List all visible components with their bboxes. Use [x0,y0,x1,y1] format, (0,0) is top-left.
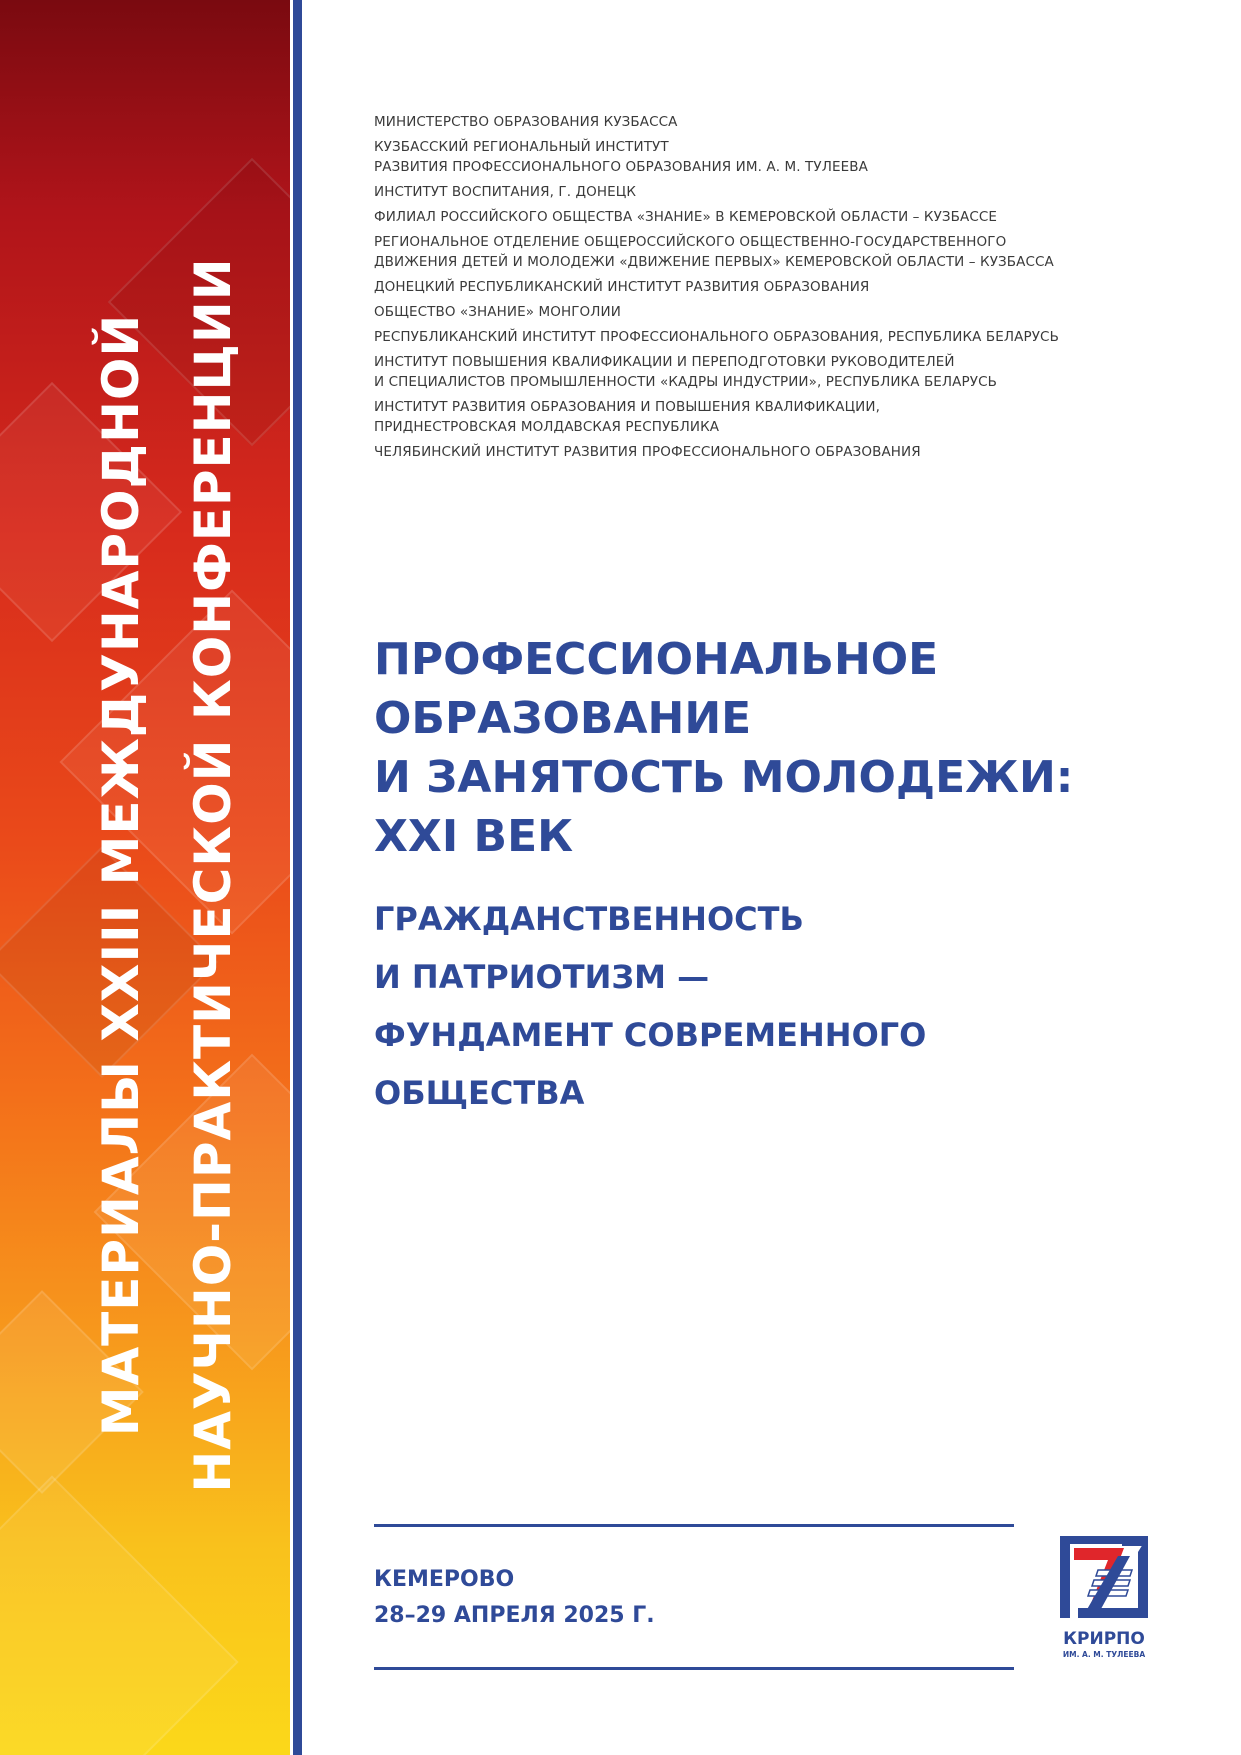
organizer-line: КУЗБАССКИЙ РЕГИОНАЛЬНЫЙ ИНСТИТУТ [374,139,669,155]
organizers-list [374,112,1194,467]
divider-bottom [374,1667,1014,1670]
subtitle-line: ГРАЖДАНСТВЕННОСТЬ [374,900,804,938]
title-line: ОБРАЗОВАНИЕ [374,693,752,744]
organizer-item [374,302,1194,322]
organizer-line: МИНИСТЕРСТВО ОБРАЗОВАНИЯ КУЗБАССА [374,114,678,130]
title-line: ПРОФЕССИОНАЛЬНОЕ [374,634,939,685]
logo-subtitle: ИМ. А. М. ТУЛЕЕВА [1062,1650,1146,1659]
vertical-series-title [0,0,290,1755]
organizer-item [374,442,1194,462]
organizer-line: ДОНЕЦКИЙ РЕСПУБЛИКАНСКИЙ ИНСТИТУТ РАЗВИТИЯ ОБРАЗОВАНИЯ [374,279,870,295]
conference-subtitle [374,890,1194,1122]
organizer-line: ИНСТИТУТ РАЗВИТИЯ ОБРАЗОВАНИЯ И ПОВЫШЕНИЯ КВАЛИФИКАЦИИ, [374,399,880,415]
imprint [374,1562,655,1634]
series-title-line-1: МАТЕРИАЛЫ XXIII МЕЖДУНАРОДНОЙ [92,313,150,1437]
organizer-item [374,232,1194,272]
series-title-line-2: НАУЧНО-ПРАКТИЧЕСКОЙ КОНФЕРЕНЦИИ [184,257,242,1493]
organizer-item [374,397,1194,437]
conference-title [374,630,1204,866]
organizer-line: РАЗВИТИЯ ПРОФЕССИОНАЛЬНОГО ОБРАЗОВАНИЯ ИМ. А. М. ТУЛЕЕВА [374,159,868,175]
title-line: И ЗАНЯТОСТЬ МОЛОДЕЖИ: [374,752,1074,803]
vertical-divider [293,0,302,1755]
organizer-line: ЧЕЛЯБИНСКИЙ ИНСТИТУТ РАЗВИТИЯ ПРОФЕССИОНАЛЬНОГО ОБРАЗОВАНИЯ [374,444,921,460]
organizer-line: И СПЕЦИАЛИСТОВ ПРОМЫШЛЕННОСТИ «КАДРЫ ИНДУСТРИИ», РЕСПУБЛИКА БЕЛАРУСЬ [374,374,997,390]
title-line: XXI ВЕК [374,811,574,862]
kripro-logo [1052,1526,1156,1666]
organizer-line: ДВИЖЕНИЯ ДЕТЕЙ И МОЛОДЕЖИ «ДВИЖЕНИЕ ПЕРВЫХ» КЕМЕРОВСКОЙ ОБЛАСТИ – КУЗБАССА [374,254,1054,270]
organizer-item [374,182,1194,202]
organizer-line: ОБЩЕСТВО «ЗНАНИЕ» МОНГОЛИИ [374,304,621,320]
organizer-line: РЕГИОНАЛЬНОЕ ОТДЕЛЕНИЕ ОБЩЕРОССИЙСКОГО ОБЩЕСТВЕННО-ГОСУДАРСТВЕННОГО [374,234,1007,250]
kripro-logo-icon [1052,1526,1156,1626]
subtitle-line: ОБЩЕСТВА [374,1074,585,1112]
organizer-line: РЕСПУБЛИКАНСКИЙ ИНСТИТУТ ПРОФЕССИОНАЛЬНОГО ОБРАЗОВАНИЯ, РЕСПУБЛИКА БЕЛАРУСЬ [374,329,1059,345]
imprint-city: КЕМЕРОВО [374,1567,515,1592]
organizer-line: ПРИДНЕСТРОВСКАЯ МОЛДАВСКАЯ РЕСПУБЛИКА [374,419,720,435]
organizer-item [374,352,1194,392]
organizer-item [374,207,1194,227]
organizer-line: ИНСТИТУТ ВОСПИТАНИЯ, Г. ДОНЕЦК [374,184,637,200]
imprint-dates: 28–29 АПРЕЛЯ 2025 Г. [374,1603,655,1628]
logo-name: КРИРПО [1063,1629,1145,1649]
organizer-item [374,327,1194,347]
divider-top [374,1524,1014,1527]
subtitle-line: И ПАТРИОТИЗМ — [374,958,710,996]
organizer-item [374,112,1194,132]
subtitle-line: ФУНДАМЕНТ СОВРЕМЕННОГО [374,1016,927,1054]
organizer-item [374,277,1194,297]
organizer-line: ИНСТИТУТ ПОВЫШЕНИЯ КВАЛИФИКАЦИИ И ПЕРЕПОДГОТОВКИ РУКОВОДИТЕЛЕЙ [374,354,955,370]
organizer-item [374,137,1194,177]
organizer-line: ФИЛИАЛ РОССИЙСКОГО ОБЩЕСТВА «ЗНАНИЕ» В КЕМЕРОВСКОЙ ОБЛАСТИ – КУЗБАССЕ [374,209,998,225]
